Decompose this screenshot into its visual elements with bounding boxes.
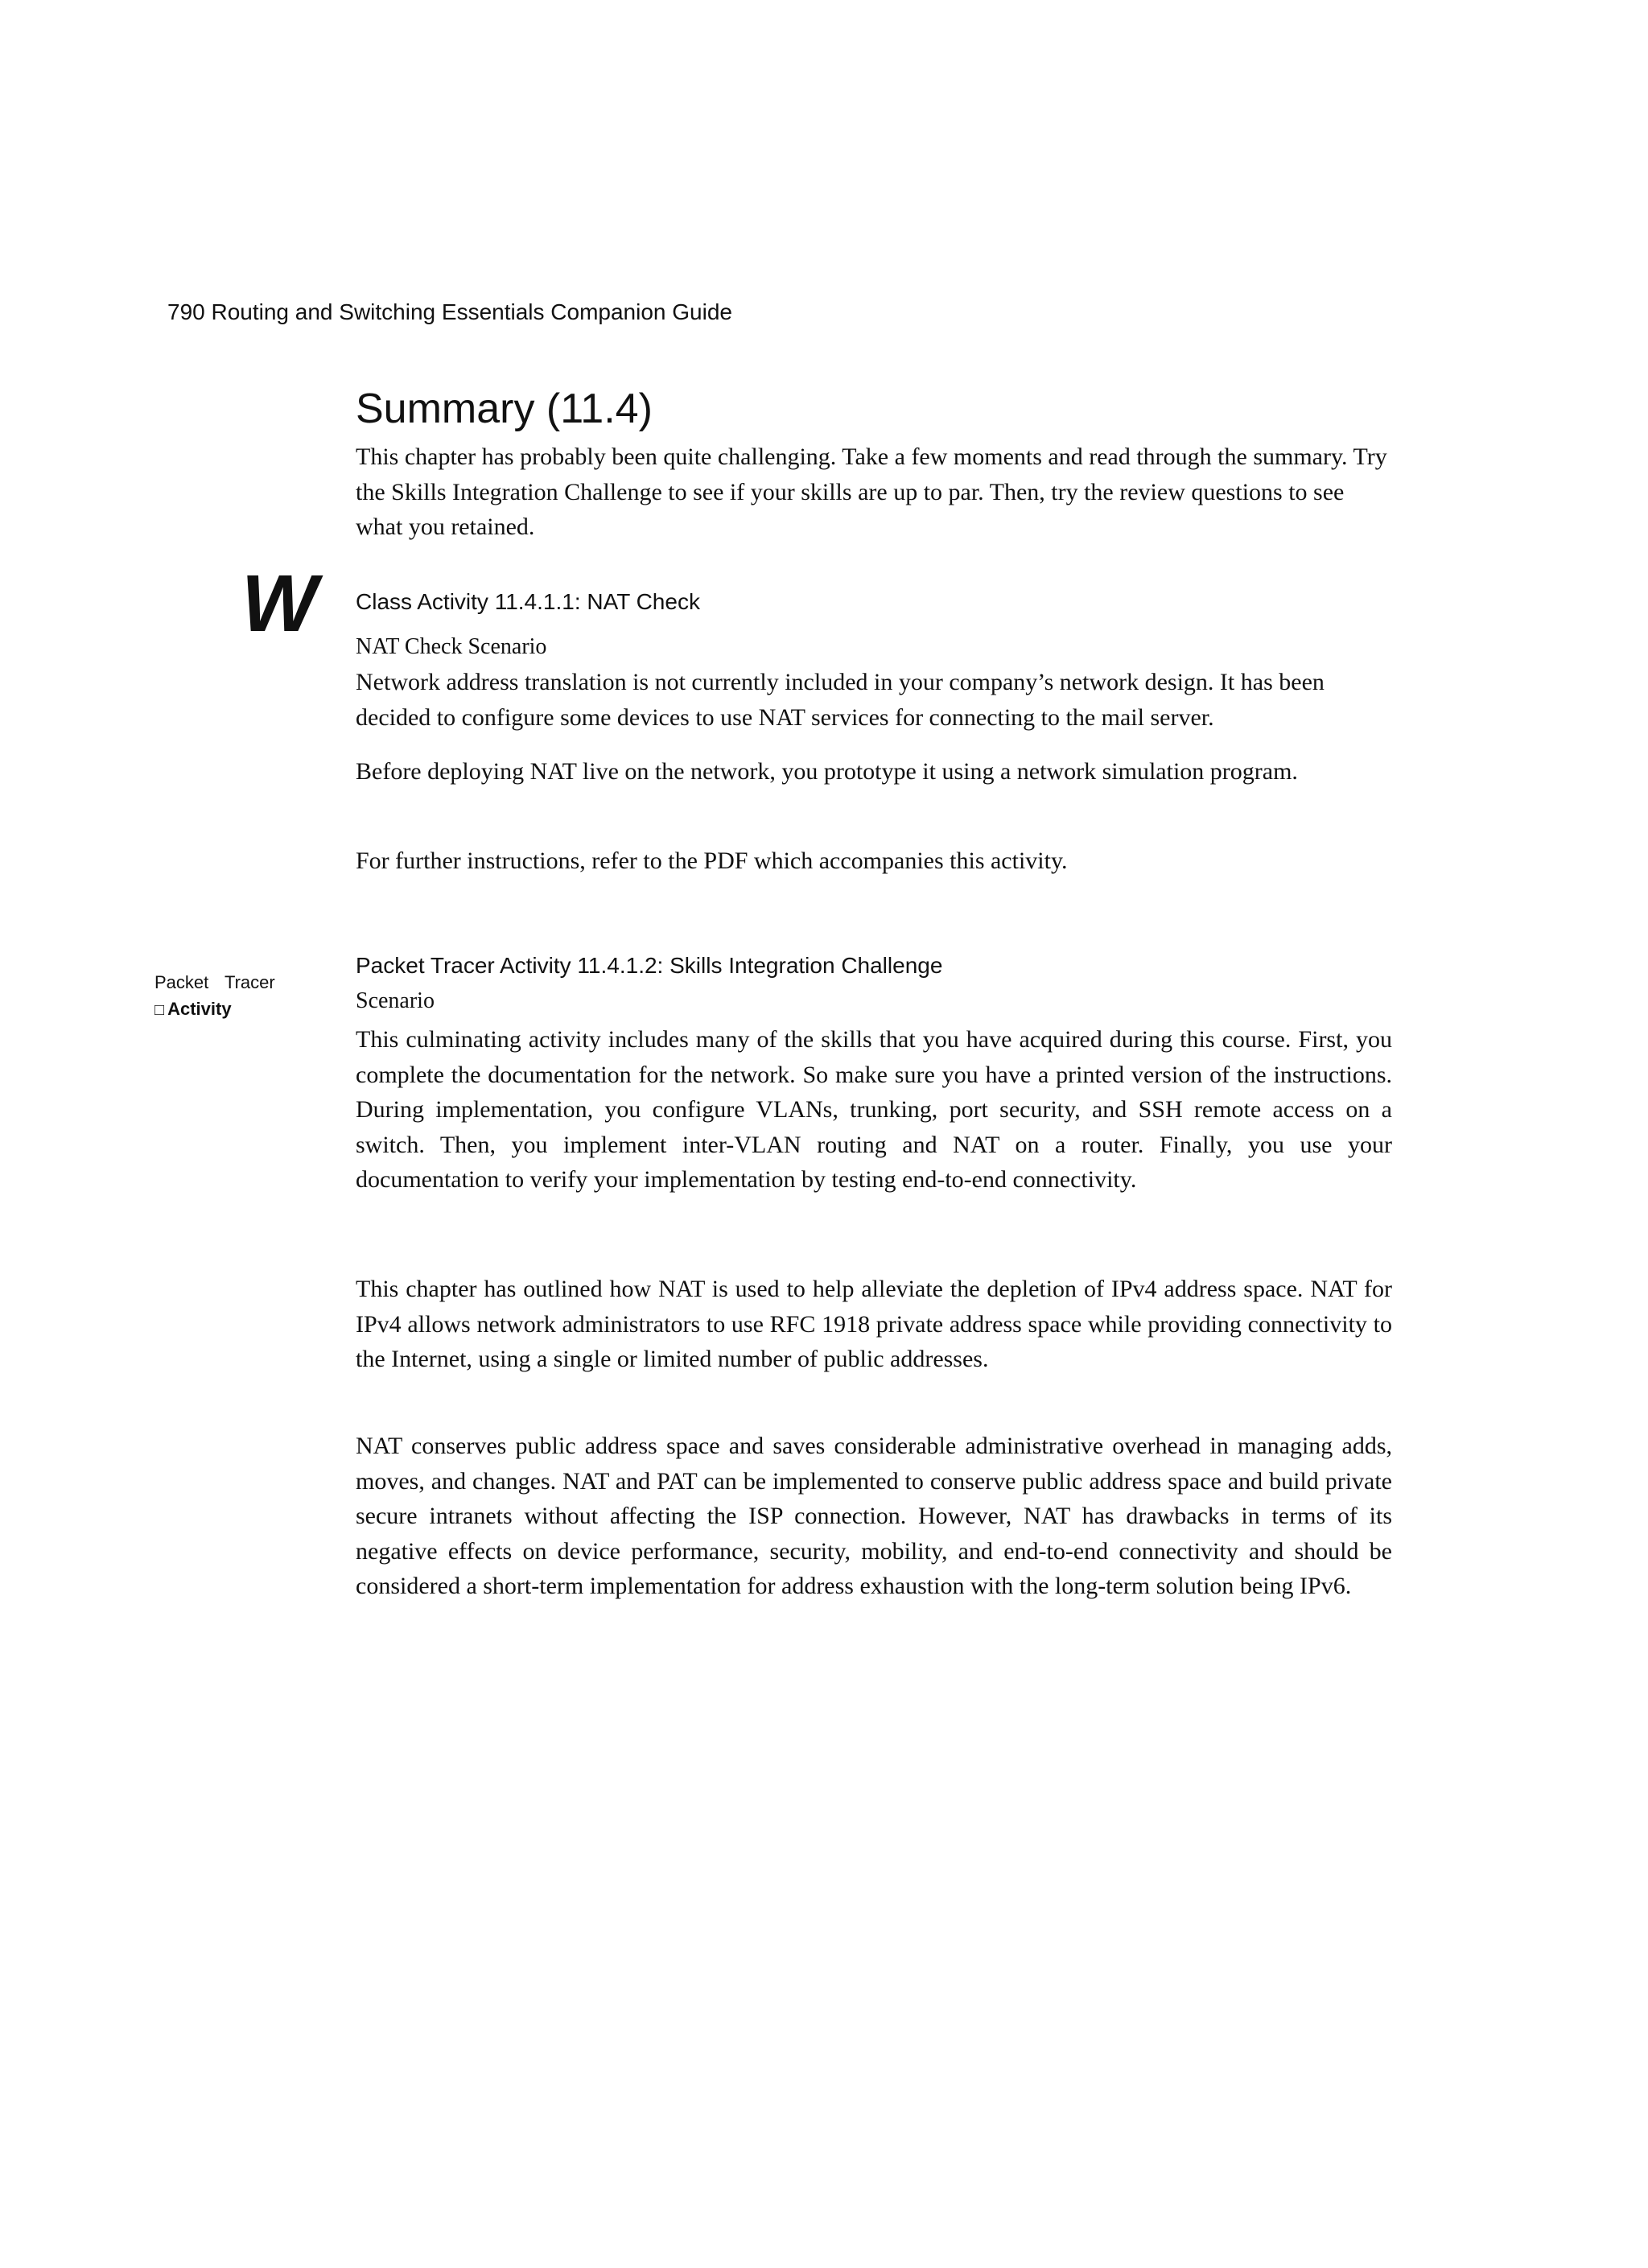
class-activity-title: Class Activity 11.4.1.1: NAT Check: [356, 589, 700, 614]
packet-tracer-label-line2: [154, 996, 283, 1024]
class-activity-paragraph: Before deploying NAT live on the network, you prototype it using a network simulation program.: [356, 758, 1298, 785]
packet-tracer-activity-paragraph: This culminating activity includes many of the skills that you have acquired during this course. First, you complete the documentation for the network. So make sure you have a printed version of the instructions. During implementation, you configure VLANs, trunking, port security, and SSH remote access on a switch. Then, you implement inter-VLAN routing and NAT on a router. Finally, you use your documentation to verify your implementation by testing end-to-end connectivity.: [356, 1026, 1392, 1193]
packet-tracer-activity-title: Packet Tracer Activity 11.4.1.2: Skills Integration Challenge: [356, 953, 943, 978]
class-activity-paragraph: Network address translation is not currently included in your company’s network design. It has been decided to configure some devices to use NAT services for connecting to the mail server.: [356, 669, 1325, 731]
class-activity-subtitle: NAT Check Scenario: [356, 634, 547, 659]
class-activity-icon: W: [241, 559, 315, 649]
section-intro: This chapter has probably been quite challenging. Take a few moments and read through the summary. Try the Skills Integration Challenge to see if your skills are up to par. Then, try the review questions to see what you retained.: [356, 443, 1387, 540]
section-title: Summary (11.4): [356, 386, 653, 432]
running-header: 790 Routing and Switching Essentials Companion Guide: [167, 299, 732, 324]
summary-paragraph: This chapter has outlined how NAT is used to help alleviate the depletion of IPv4 address space. NAT for IPv4 allows network administrators to use RFC 1918 private address space while providing connectivity to the Internet, using a single or limited number of public addresses.: [356, 1276, 1392, 1372]
packet-tracer-icon-label: [154, 969, 283, 1024]
packet-tracer-activity-subtitle: Scenario: [356, 988, 435, 1013]
summary-paragraph: NAT conserves public address space and saves considerable administrative overhead in managing adds, moves, and changes. NAT and PAT can be implemented to conserve public address space and build private secure intranets without affecting the ISP connection. However, NAT has drawbacks in terms of its negative effects on device performance, security, mobility, and end-to-end connectivity and should be considered a short-term implementation for address exhaustion with the long-term solution being IPv6.: [356, 1433, 1392, 1599]
checkbox-icon: □: [154, 1001, 165, 1019]
class-activity-paragraph: For further instructions, refer to the PDF which accompanies this activity.: [356, 847, 1068, 874]
packet-tracer-label-activity: Activity: [167, 999, 232, 1019]
packet-tracer-label-line1: Packet Tracer: [154, 972, 275, 992]
